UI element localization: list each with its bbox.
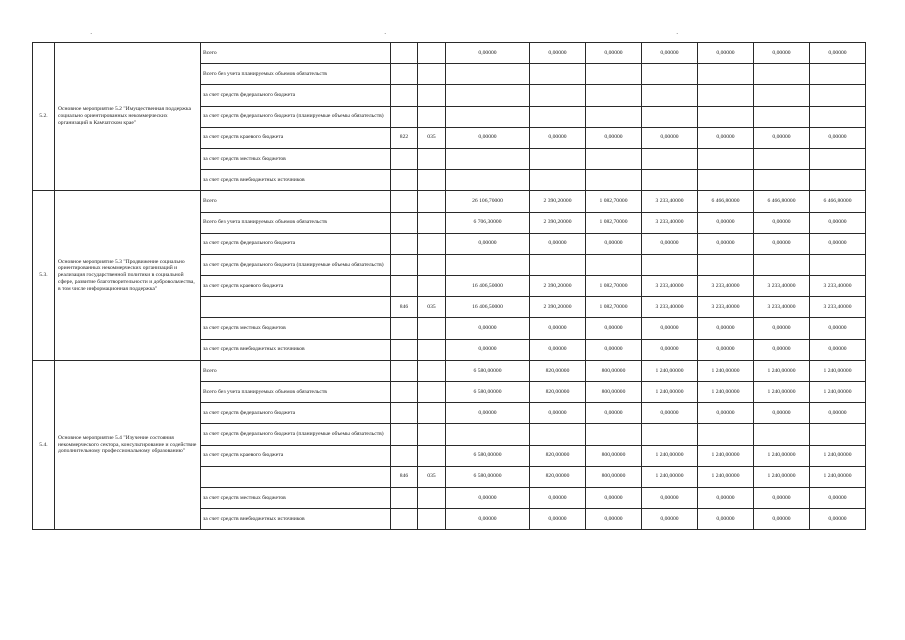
year-amount-cell: 0,00000 bbox=[754, 43, 810, 64]
year-amount-cell: 0,00000 bbox=[810, 233, 866, 254]
year-amount-cell: 0,00000 bbox=[698, 487, 754, 508]
year-amount-cell: 0,00000 bbox=[810, 487, 866, 508]
table-row bbox=[33, 360, 866, 381]
section-code bbox=[418, 148, 446, 169]
grbs-code bbox=[391, 233, 418, 254]
funding-source-label: за счет средств федерального бюджета bbox=[201, 403, 391, 424]
year-amount-cell: 1 240,00000 bbox=[754, 382, 810, 403]
grbs-code bbox=[391, 276, 418, 297]
year-amount-cell bbox=[586, 64, 642, 85]
year-amount-cell: 0,00000 bbox=[754, 403, 810, 424]
year-amount-cell: 0,00000 bbox=[810, 43, 866, 64]
grbs-code bbox=[391, 382, 418, 403]
year-amount-cell: 0,00000 bbox=[810, 509, 866, 530]
section-code bbox=[418, 403, 446, 424]
year-amount-cell bbox=[698, 254, 754, 275]
year-amount-cell: 0,00000 bbox=[530, 339, 586, 360]
total-amount-cell: 0,00000 bbox=[446, 339, 530, 360]
year-amount-cell: 0,00000 bbox=[642, 233, 698, 254]
funding-source-label: за счет средств внебюджетных источников bbox=[201, 509, 391, 530]
section-code: 035 bbox=[418, 297, 446, 318]
year-amount-cell: 0,00000 bbox=[642, 127, 698, 148]
year-amount-cell bbox=[754, 85, 810, 106]
scan-speck: · bbox=[676, 30, 679, 38]
year-amount-cell bbox=[754, 254, 810, 275]
year-amount-cell: 3 233,40000 bbox=[642, 276, 698, 297]
section-code bbox=[418, 64, 446, 85]
section-name: Основное мероприятие 5.4 "Изучение состояния некоммерческого сектора, консультирование и содействие дополнительному профессиональному образованию" bbox=[55, 360, 201, 530]
funding-source-label: за счет средств краевого бюджета bbox=[201, 445, 391, 466]
grbs-code: 822 bbox=[391, 127, 418, 148]
total-amount-cell: 0,00000 bbox=[446, 318, 530, 339]
total-amount-cell: 6 580,00000 bbox=[446, 360, 530, 381]
year-amount-cell: 1 082,70000 bbox=[586, 297, 642, 318]
year-amount-cell: 0,00000 bbox=[530, 509, 586, 530]
year-amount-cell bbox=[642, 64, 698, 85]
year-amount-cell: 0,00000 bbox=[698, 509, 754, 530]
year-amount-cell: 0,00000 bbox=[642, 43, 698, 64]
section-code bbox=[418, 212, 446, 233]
grbs-code: 846 bbox=[391, 466, 418, 487]
year-amount-cell: 0,00000 bbox=[698, 127, 754, 148]
year-amount-cell bbox=[530, 254, 586, 275]
year-amount-cell bbox=[810, 64, 866, 85]
section-code bbox=[418, 191, 446, 212]
total-amount-cell: 6 580,00000 bbox=[446, 445, 530, 466]
year-amount-cell: 820,00000 bbox=[530, 360, 586, 381]
year-amount-cell: 0,00000 bbox=[754, 318, 810, 339]
section-index: 5.2. bbox=[33, 43, 55, 191]
section-code bbox=[418, 487, 446, 508]
year-amount-cell bbox=[530, 64, 586, 85]
year-amount-cell: 3 233,40000 bbox=[642, 212, 698, 233]
grbs-code bbox=[391, 487, 418, 508]
year-amount-cell: 2 390,20000 bbox=[530, 297, 586, 318]
year-amount-cell bbox=[698, 170, 754, 191]
year-amount-cell bbox=[586, 170, 642, 191]
section-code bbox=[418, 382, 446, 403]
total-amount-cell: 0,00000 bbox=[446, 233, 530, 254]
year-amount-cell bbox=[810, 148, 866, 169]
year-amount-cell: 6 466,80000 bbox=[754, 191, 810, 212]
year-amount-cell: 0,00000 bbox=[810, 339, 866, 360]
section-code bbox=[418, 339, 446, 360]
funding-source-label: за счет средств федерального бюджета (планируемые объемы обязательств) bbox=[201, 106, 391, 127]
total-amount-cell: 0,00000 bbox=[446, 127, 530, 148]
year-amount-cell bbox=[642, 170, 698, 191]
scan-speck: · bbox=[90, 30, 93, 38]
grbs-code bbox=[391, 254, 418, 275]
year-amount-cell: 0,00000 bbox=[698, 233, 754, 254]
year-amount-cell: 0,00000 bbox=[586, 509, 642, 530]
section-code bbox=[418, 318, 446, 339]
year-amount-cell: 1 240,00000 bbox=[754, 360, 810, 381]
scan-speck: · bbox=[384, 30, 387, 38]
funding-source-label: за счет средств федерального бюджета bbox=[201, 85, 391, 106]
grbs-code bbox=[391, 170, 418, 191]
total-amount-cell bbox=[446, 85, 530, 106]
year-amount-cell: 3 233,40000 bbox=[810, 276, 866, 297]
year-amount-cell: 820,00000 bbox=[530, 382, 586, 403]
funding-source-label: за счет средств федерального бюджета (планируемые объемы обязательств) bbox=[201, 424, 391, 445]
funding-source-label: Всего bbox=[201, 191, 391, 212]
year-amount-cell: 1 240,00000 bbox=[642, 445, 698, 466]
year-amount-cell: 0,00000 bbox=[698, 339, 754, 360]
total-amount-cell: 6 580,00000 bbox=[446, 382, 530, 403]
year-amount-cell: 0,00000 bbox=[754, 487, 810, 508]
grbs-code bbox=[391, 509, 418, 530]
grbs-code bbox=[391, 85, 418, 106]
funding-source-label bbox=[201, 466, 391, 487]
year-amount-cell: 3 233,40000 bbox=[754, 297, 810, 318]
year-amount-cell: 0,00000 bbox=[754, 233, 810, 254]
year-amount-cell: 0,00000 bbox=[754, 339, 810, 360]
funding-source-label: Всего bbox=[201, 360, 391, 381]
total-amount-cell bbox=[446, 424, 530, 445]
year-amount-cell: 1 240,00000 bbox=[754, 445, 810, 466]
funding-source-label: Всего bbox=[201, 43, 391, 64]
year-amount-cell bbox=[754, 106, 810, 127]
section-code bbox=[418, 445, 446, 466]
year-amount-cell: 800,00000 bbox=[586, 382, 642, 403]
grbs-code bbox=[391, 424, 418, 445]
section-index: 5.3. bbox=[33, 191, 55, 361]
total-amount-cell: 0,00000 bbox=[446, 403, 530, 424]
year-amount-cell: 3 233,40000 bbox=[754, 276, 810, 297]
section-code bbox=[418, 360, 446, 381]
year-amount-cell: 1 240,00000 bbox=[754, 466, 810, 487]
year-amount-cell: 0,00000 bbox=[530, 318, 586, 339]
year-amount-cell bbox=[530, 106, 586, 127]
section-code bbox=[418, 276, 446, 297]
year-amount-cell bbox=[810, 424, 866, 445]
year-amount-cell: 0,00000 bbox=[586, 233, 642, 254]
grbs-code bbox=[391, 318, 418, 339]
year-amount-cell: 800,00000 bbox=[586, 360, 642, 381]
year-amount-cell: 6 466,80000 bbox=[698, 191, 754, 212]
year-amount-cell: 1 082,70000 bbox=[586, 276, 642, 297]
year-amount-cell: 6 466,80000 bbox=[810, 191, 866, 212]
year-amount-cell: 1 240,00000 bbox=[642, 360, 698, 381]
funding-source-label: за счет средств федерального бюджета (планируемые объемы обязательств) bbox=[201, 254, 391, 275]
section-code bbox=[418, 170, 446, 191]
grbs-code: 846 bbox=[391, 297, 418, 318]
total-amount-cell bbox=[446, 170, 530, 191]
grbs-code bbox=[391, 403, 418, 424]
year-amount-cell: 0,00000 bbox=[642, 339, 698, 360]
funding-source-label: за счет средств краевого бюджета bbox=[201, 276, 391, 297]
year-amount-cell bbox=[698, 106, 754, 127]
year-amount-cell: 3 233,40000 bbox=[642, 297, 698, 318]
year-amount-cell: 1 082,70000 bbox=[586, 191, 642, 212]
year-amount-cell bbox=[698, 64, 754, 85]
year-amount-cell: 0,00000 bbox=[754, 509, 810, 530]
grbs-code bbox=[391, 64, 418, 85]
funding-source-label: за счет средств внебюджетных источников bbox=[201, 170, 391, 191]
grbs-code bbox=[391, 106, 418, 127]
year-amount-cell: 1 240,00000 bbox=[810, 382, 866, 403]
grbs-code bbox=[391, 191, 418, 212]
year-amount-cell: 0,00000 bbox=[530, 403, 586, 424]
year-amount-cell: 1 240,00000 bbox=[642, 466, 698, 487]
year-amount-cell: 2 390,20000 bbox=[530, 276, 586, 297]
section-index: 5.4. bbox=[33, 360, 55, 530]
funding-source-label: за счет средств местных бюджетов bbox=[201, 148, 391, 169]
year-amount-cell bbox=[810, 170, 866, 191]
year-amount-cell: 2 390,20000 bbox=[530, 191, 586, 212]
year-amount-cell: 0,00000 bbox=[586, 318, 642, 339]
grbs-code bbox=[391, 445, 418, 466]
year-amount-cell bbox=[810, 85, 866, 106]
section-code bbox=[418, 254, 446, 275]
table-row bbox=[33, 191, 866, 212]
year-amount-cell: 820,00000 bbox=[530, 466, 586, 487]
year-amount-cell: 0,00000 bbox=[698, 43, 754, 64]
total-amount-cell bbox=[446, 64, 530, 85]
year-amount-cell bbox=[810, 106, 866, 127]
year-amount-cell: 0,00000 bbox=[810, 212, 866, 233]
section-code bbox=[418, 509, 446, 530]
year-amount-cell: 0,00000 bbox=[698, 318, 754, 339]
year-amount-cell: 1 240,00000 bbox=[642, 382, 698, 403]
table-row bbox=[33, 43, 866, 64]
year-amount-cell: 820,00000 bbox=[530, 445, 586, 466]
total-amount-cell: 16 406,50000 bbox=[446, 297, 530, 318]
section-name: Основное мероприятие 5.2 "Имущественная поддержка социально ориентированных некоммерческих организаций в Камчатском крае" bbox=[55, 43, 201, 191]
grbs-code bbox=[391, 360, 418, 381]
year-amount-cell bbox=[642, 254, 698, 275]
year-amount-cell bbox=[586, 85, 642, 106]
section-code bbox=[418, 85, 446, 106]
grbs-code bbox=[391, 43, 418, 64]
year-amount-cell: 3 233,40000 bbox=[698, 276, 754, 297]
year-amount-cell: 800,00000 bbox=[586, 445, 642, 466]
total-amount-cell: 16 406,50000 bbox=[446, 276, 530, 297]
grbs-code bbox=[391, 339, 418, 360]
year-amount-cell bbox=[530, 148, 586, 169]
year-amount-cell: 1 240,00000 bbox=[810, 445, 866, 466]
year-amount-cell: 2 390,20000 bbox=[530, 212, 586, 233]
year-amount-cell: 0,00000 bbox=[586, 127, 642, 148]
year-amount-cell: 0,00000 bbox=[530, 43, 586, 64]
year-amount-cell: 0,00000 bbox=[530, 233, 586, 254]
year-amount-cell: 1 240,00000 bbox=[698, 360, 754, 381]
grbs-code bbox=[391, 212, 418, 233]
funding-source-label: Всего без учета планируемых объемов обязательств bbox=[201, 64, 391, 85]
year-amount-cell bbox=[754, 148, 810, 169]
year-amount-cell: 0,00000 bbox=[754, 127, 810, 148]
budget-table bbox=[32, 42, 866, 530]
funding-source-label: Всего без учета планируемых объемов обязательств bbox=[201, 212, 391, 233]
section-code: 035 bbox=[418, 466, 446, 487]
total-amount-cell: 0,00000 bbox=[446, 43, 530, 64]
year-amount-cell: 0,00000 bbox=[698, 212, 754, 233]
year-amount-cell bbox=[754, 170, 810, 191]
year-amount-cell bbox=[586, 148, 642, 169]
year-amount-cell: 0,00000 bbox=[754, 212, 810, 233]
year-amount-cell: 0,00000 bbox=[586, 43, 642, 64]
year-amount-cell: 3 233,40000 bbox=[810, 297, 866, 318]
year-amount-cell: 0,00000 bbox=[810, 403, 866, 424]
year-amount-cell bbox=[698, 148, 754, 169]
total-amount-cell bbox=[446, 106, 530, 127]
year-amount-cell: 1 082,70000 bbox=[586, 212, 642, 233]
year-amount-cell: 1 240,00000 bbox=[810, 360, 866, 381]
year-amount-cell: 0,00000 bbox=[586, 487, 642, 508]
year-amount-cell: 0,00000 bbox=[810, 127, 866, 148]
year-amount-cell bbox=[642, 148, 698, 169]
section-code bbox=[418, 233, 446, 254]
year-amount-cell: 0,00000 bbox=[530, 127, 586, 148]
year-amount-cell: 0,00000 bbox=[642, 509, 698, 530]
year-amount-cell: 1 240,00000 bbox=[698, 382, 754, 403]
year-amount-cell: 1 240,00000 bbox=[698, 466, 754, 487]
year-amount-cell: 0,00000 bbox=[810, 318, 866, 339]
section-code: 035 bbox=[418, 127, 446, 148]
year-amount-cell bbox=[530, 85, 586, 106]
funding-source-label: за счет средств местных бюджетов bbox=[201, 318, 391, 339]
year-amount-cell bbox=[642, 106, 698, 127]
total-amount-cell: 26 106,70000 bbox=[446, 191, 530, 212]
year-amount-cell bbox=[530, 424, 586, 445]
year-amount-cell: 3 233,40000 bbox=[642, 191, 698, 212]
grbs-code bbox=[391, 148, 418, 169]
year-amount-cell: 0,00000 bbox=[586, 403, 642, 424]
year-amount-cell bbox=[754, 64, 810, 85]
section-code bbox=[418, 424, 446, 445]
section-code bbox=[418, 106, 446, 127]
section-code bbox=[418, 43, 446, 64]
year-amount-cell: 3 233,40000 bbox=[698, 297, 754, 318]
funding-source-label: за счет средств федерального бюджета bbox=[201, 233, 391, 254]
year-amount-cell: 0,00000 bbox=[530, 487, 586, 508]
year-amount-cell: 0,00000 bbox=[642, 403, 698, 424]
year-amount-cell bbox=[530, 170, 586, 191]
total-amount-cell: 6 706,30000 bbox=[446, 212, 530, 233]
year-amount-cell bbox=[698, 85, 754, 106]
year-amount-cell: 0,00000 bbox=[642, 487, 698, 508]
budget-table-body bbox=[33, 43, 866, 530]
year-amount-cell: 0,00000 bbox=[698, 403, 754, 424]
year-amount-cell: 0,00000 bbox=[642, 318, 698, 339]
year-amount-cell bbox=[698, 424, 754, 445]
total-amount-cell: 6 580,00000 bbox=[446, 466, 530, 487]
total-amount-cell bbox=[446, 148, 530, 169]
total-amount-cell: 0,00000 bbox=[446, 509, 530, 530]
year-amount-cell bbox=[586, 254, 642, 275]
funding-source-label bbox=[201, 297, 391, 318]
funding-source-label: Всего без учета планируемых объемов обязательств bbox=[201, 382, 391, 403]
year-amount-cell: 800,00000 bbox=[586, 466, 642, 487]
funding-source-label: за счет средств краевого бюджета bbox=[201, 127, 391, 148]
year-amount-cell: 1 240,00000 bbox=[810, 466, 866, 487]
section-name: Основное мероприятие 5.3 "Продвижение социально ориентированных некоммерческих организаций и реализация государственной политики в социальной сфере, развитие благотворительности и добровольчества, в том числе информационная поддержка" bbox=[55, 191, 201, 361]
year-amount-cell bbox=[586, 106, 642, 127]
year-amount-cell: 0,00000 bbox=[586, 339, 642, 360]
year-amount-cell bbox=[754, 424, 810, 445]
year-amount-cell bbox=[642, 424, 698, 445]
total-amount-cell bbox=[446, 254, 530, 275]
funding-source-label: за счет средств местных бюджетов bbox=[201, 487, 391, 508]
year-amount-cell bbox=[642, 85, 698, 106]
year-amount-cell bbox=[586, 424, 642, 445]
total-amount-cell: 0,00000 bbox=[446, 487, 530, 508]
year-amount-cell: 1 240,00000 bbox=[698, 445, 754, 466]
budget-table-container bbox=[32, 42, 866, 530]
funding-source-label: за счет средств внебюджетных источников bbox=[201, 339, 391, 360]
year-amount-cell bbox=[810, 254, 866, 275]
